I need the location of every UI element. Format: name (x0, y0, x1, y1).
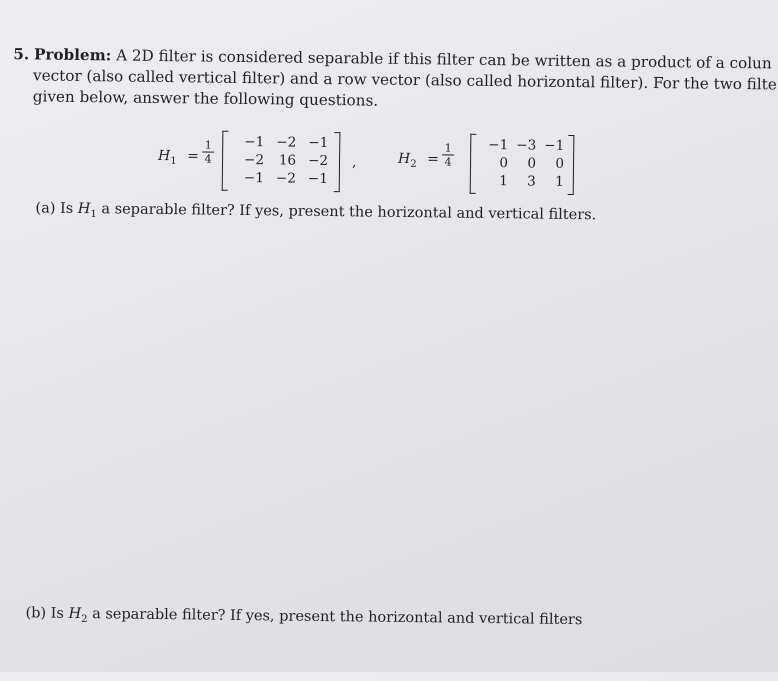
h2-cell: −1 (544, 137, 565, 154)
question-a-pre: Is (59, 200, 74, 217)
question-a-text: a separable filter? If yes, present the horizontal and vertical filters. (101, 201, 597, 224)
h1-cells (232, 133, 329, 188)
h2-cell: 1 (499, 173, 508, 190)
h2-cell: −1 (488, 136, 509, 154)
h2-row (480, 172, 564, 191)
h2-cell: 1 (555, 173, 564, 190)
h2-cell: 0 (527, 155, 537, 172)
question-b-subscript: 2 (81, 613, 88, 626)
h1-symbol: H (158, 147, 171, 165)
h1-scale-denominator: 4 (204, 152, 212, 166)
equation-separator: , (351, 154, 357, 171)
h2-scale-fraction (442, 141, 454, 169)
h2-cell: 3 (527, 173, 536, 190)
question-b-symbol: H (68, 605, 82, 623)
h1-cell: 16 (278, 152, 297, 169)
h1-right-bracket (334, 132, 341, 192)
h1-left-bracket (222, 131, 229, 191)
problem-text-3: given below, answer the following questions. (32, 87, 379, 110)
h2-matrix (470, 134, 575, 193)
h1-cell: −2 (276, 134, 297, 151)
question-a (35, 200, 596, 226)
h1-equation (158, 130, 359, 196)
h1-cell: −2 (275, 170, 296, 187)
question-b-text: a separable filter? If yes, present the horizontal and vertical filters (92, 606, 583, 629)
h1-equals: = (187, 148, 199, 165)
h2-cells (480, 136, 565, 191)
h2-lhs (398, 151, 439, 170)
h2-scale-numerator: 1 (442, 141, 454, 155)
h2-equals: = (427, 151, 439, 168)
h2-equation (398, 133, 589, 199)
question-b-label: (b) (25, 605, 47, 622)
problem-text-2: vector (also called vertical filter) and a row vector (also called horizontal filter). For the two filte (32, 66, 777, 94)
h1-cell: −2 (244, 151, 265, 169)
problem-lead: Problem: (33, 45, 112, 65)
h1-cell: −2 (308, 152, 329, 170)
h2-row (480, 136, 564, 155)
h2-symbol: H (397, 150, 411, 168)
h1-row (232, 151, 328, 170)
question-a-label: (a) (35, 200, 56, 217)
h2-left-bracket (470, 134, 477, 194)
h1-lhs (158, 148, 199, 167)
question-a-symbol: H (77, 200, 91, 218)
problem-number: 5. (13, 45, 30, 64)
h1-scale-fraction (202, 138, 214, 166)
h1-matrix (222, 131, 341, 190)
h1-cell: −1 (243, 169, 264, 187)
problem-text-1: A 2D filter is considered separable if this filter can be written as a product of a colun (116, 46, 772, 73)
h2-scale-denominator: 4 (444, 155, 452, 169)
problem-statement (13, 44, 777, 116)
question-a-subscript: 1 (90, 209, 97, 221)
h2-cell: 0 (499, 155, 509, 172)
question-b-pre: Is (50, 605, 64, 622)
h1-subscript: 1 (170, 155, 177, 167)
h1-cell: −1 (307, 170, 328, 188)
h1-row (232, 169, 328, 188)
h1-cell: −1 (308, 134, 329, 152)
h1-cell: −1 (244, 133, 265, 151)
h2-cell: −3 (516, 137, 537, 154)
h2-cell: 0 (555, 155, 565, 172)
h2-row (480, 154, 564, 173)
h1-row (232, 133, 328, 152)
question-b (25, 605, 582, 631)
h2-right-bracket (568, 135, 575, 195)
h1-scale-numerator: 1 (202, 138, 214, 152)
h2-subscript: 2 (410, 158, 417, 170)
